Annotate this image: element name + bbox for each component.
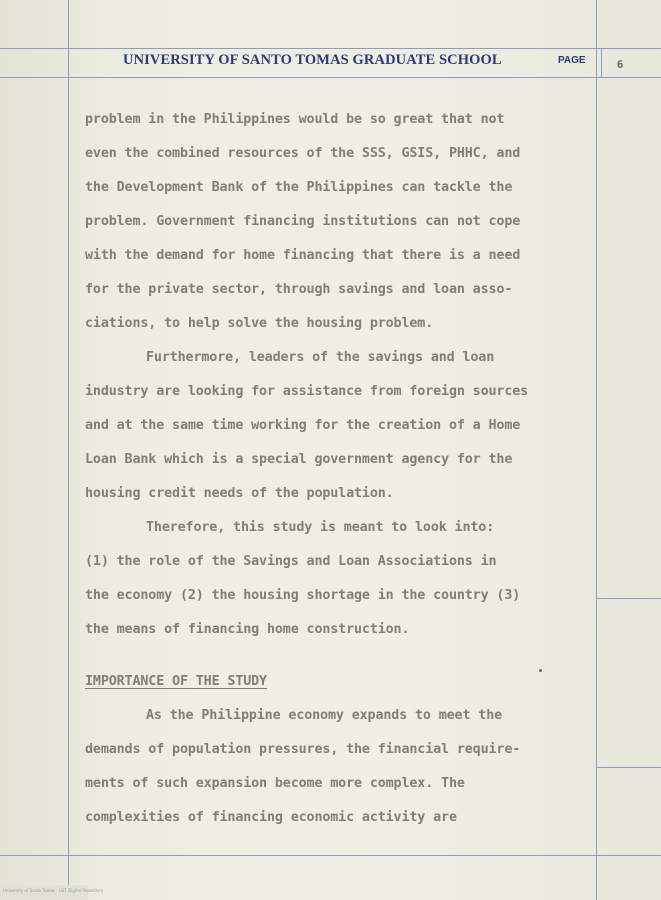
header-bottom-rule [0,77,661,78]
text-line: ciations, to help solve the housing problem. [85,316,434,331]
text-line: Loan Bank which is a special government agency for the [85,452,513,467]
university-header-title: UNIVERSITY OF SANTO TOMAS GRADUATE SCHOOL [123,52,502,68]
right-strip-rule-1 [596,598,661,599]
footer-rule [0,855,661,856]
text-line: housing credit needs of the population. [85,486,394,501]
text-line: As the Philippine economy expands to meet the [146,708,503,723]
text-line: demands of population pressures, the financial require- [85,742,521,757]
ink-speck [539,669,542,672]
page-number-box-rule [601,48,602,78]
text-line: industry are looking for assistance from foreign sources [85,384,529,399]
right-margin-rule [596,0,597,900]
text-line: Furthermore, leaders of the savings and loan [146,350,495,365]
text-line: problem in the Philippines would be so great that not [85,112,505,127]
text-line: for the private sector, through savings and loan asso- [85,282,513,297]
text-line: complexities of financing economic activity are [85,810,457,825]
page-label: PAGE [558,55,586,66]
text-line: the means of financing home construction. [85,622,410,637]
text-line: Therefore, this study is meant to look into: [146,520,495,535]
text-line: with the demand for home financing that there is a need [85,248,521,263]
header-top-rule [0,48,661,49]
digitization-note: University of Santo Tomas · UST Digital Repository [3,888,104,893]
text-line: problem. Government financing institutions can not cope [85,214,521,229]
text-line: the Development Bank of the Philippines can tackle the [85,180,513,195]
right-strip-rule-2 [596,767,661,768]
text-line: even the combined resources of the SSS, GSIS, PHHC, and [85,146,521,161]
page-number: 6 [616,58,624,71]
text-line: ments of such expansion become more complex. The [85,776,465,791]
text-line: the economy (2) the housing shortage in the country (3) [85,588,521,603]
section-heading: IMPORTANCE OF THE STUDY [85,674,267,689]
left-margin-rule [68,0,69,900]
text-line: (1) the role of the Savings and Loan Associations in [85,554,497,569]
text-line: and at the same time working for the creation of a Home [85,418,521,433]
